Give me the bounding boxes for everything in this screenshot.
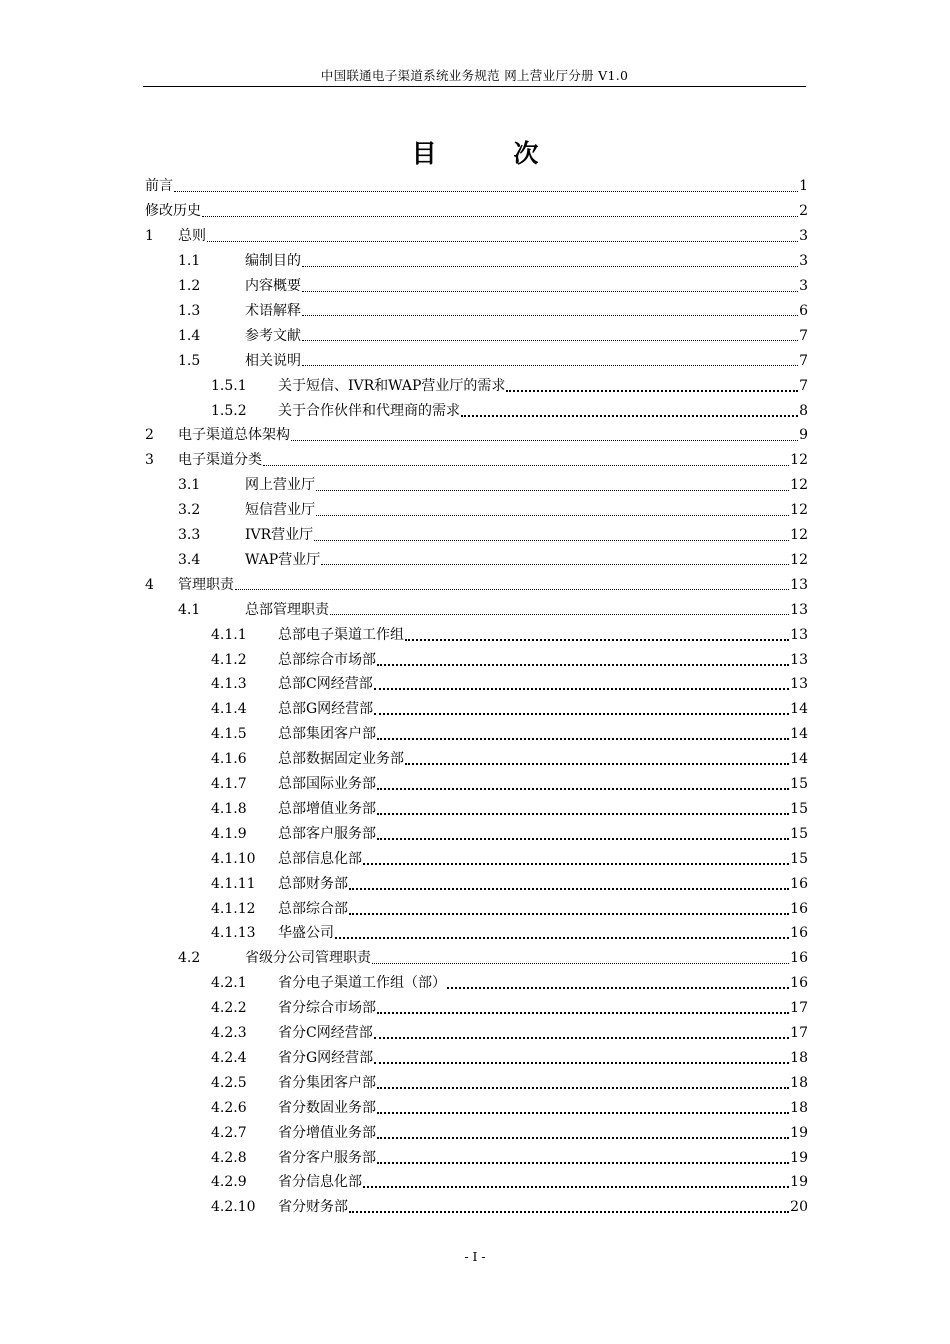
toc-dot-leader [335,937,789,939]
toc-entry[interactable] [145,697,808,722]
toc-entry-page: 14 [790,726,808,743]
toc-entry-number: 4.1.6 [211,751,247,768]
toc-entry[interactable] [145,747,808,772]
toc-entry-number: 4.1.4 [211,701,247,718]
toc-entry[interactable] [145,523,808,548]
toc-entry-title: 总部财务部 [278,875,348,892]
toc-dot-leader [377,1162,789,1164]
toc-entry-title: 省分财务部 [278,1199,348,1216]
toc-entry-number: 4.2.4 [211,1049,247,1066]
toc-entry-page: 15 [790,776,808,793]
toc-entry[interactable] [145,896,808,921]
toc-entry[interactable] [145,572,808,597]
toc-dot-leader [377,738,789,740]
toc-entry-page: 12 [790,502,808,519]
toc-entry-title: 总部国际业务部 [278,776,376,793]
toc-entry[interactable] [145,199,808,224]
toc-dot-leader [302,266,798,267]
toc-entry-number: 1.1 [178,253,201,270]
toc-entry-title: 短信营业厅 [245,502,315,519]
toc-dot-leader [377,1087,789,1089]
toc-entry-page: 12 [790,527,808,544]
toc-entry[interactable] [145,971,808,996]
toc-entry-title: 管理职责 [178,576,234,593]
toc-entry[interactable] [145,1120,808,1145]
toc-entry[interactable] [145,548,808,573]
toc-dot-leader [377,664,789,666]
toc-entry-number: 2 [145,427,154,444]
toc-entry-number: 4.1.7 [211,776,247,793]
toc-entry-page: 20 [790,1199,808,1216]
toc-entry-page: 6 [799,302,808,319]
toc-entry-title: 术语解释 [245,302,301,319]
toc-entry-title: 前言 [145,178,173,195]
toc-entry[interactable] [145,174,808,199]
toc-entry-page: 13 [790,576,808,593]
toc-entry-title: 编制目的 [245,253,301,270]
toc-entry[interactable] [145,622,808,647]
toc-entry-number: 4.2.8 [211,1149,247,1166]
toc-entry-number: 4.2.10 [211,1199,256,1216]
toc-entry-title: 省级分公司管理职责 [245,950,371,967]
header-rule [143,86,806,87]
toc-dot-leader [377,1012,789,1014]
toc-entry-number: 3 [145,452,154,469]
toc-entry-number: 4.1.5 [211,726,247,743]
toc-entry-page: 16 [790,925,808,942]
toc-entry-number: 4.2.2 [211,1000,247,1017]
toc-entry-title: 内容概要 [245,278,301,295]
toc-entry-number: 3.1 [178,477,201,494]
toc-dot-leader [377,838,789,840]
toc-entry-page: 12 [790,551,808,568]
toc-entry-page: 12 [790,452,808,469]
toc-dot-leader [302,315,798,316]
toc-dot-leader [202,216,798,217]
toc-dot-leader [461,415,798,417]
toc-entry-number: 4 [145,576,154,593]
toc-entry-number: 4.1.13 [211,925,256,942]
toc-dot-leader [363,863,789,865]
toc-dot-leader [330,614,789,615]
toc-entry-page: 7 [799,352,808,369]
toc-entry-page: 13 [790,651,808,668]
toc-dot-leader [349,1211,789,1213]
toc-dot-leader [506,390,798,392]
toc-dot-leader [302,291,798,292]
toc-entry-number: 3.4 [178,551,201,568]
toc-entry-title: IVR营业厅 [245,527,314,544]
toc-entry-number: 4.1.11 [211,875,256,892]
toc-entry[interactable] [145,398,808,423]
toc-entry-number: 4.2.1 [211,975,247,992]
toc-entry[interactable] [145,323,808,348]
toc-entry-title: 总部客户服务部 [278,825,376,842]
toc-entry-number: 1.3 [178,302,201,319]
toc-entry-number: 1.5 [178,352,201,369]
toc-entry-title: 电子渠道分类 [178,452,262,469]
toc-entry-number: 3.3 [178,527,201,544]
toc-entry[interactable] [145,672,808,697]
toc-entry-number: 1.5.2 [211,402,247,419]
toc-entry[interactable] [145,921,808,946]
toc-entry-number: 4.1 [178,601,201,618]
toc-dot-leader [207,241,798,242]
toc-entry-title: 总部增值业务部 [278,800,376,817]
toc-entry-page: 18 [790,1074,808,1091]
toc-entry-title: 总部G网经营部 [278,701,374,718]
toc-entry-title: 相关说明 [245,352,301,369]
toc-dot-leader [302,340,798,341]
toc-entry[interactable] [145,647,808,672]
toc-entry-page: 13 [790,676,808,693]
toc-entry-number: 4.1.8 [211,800,247,817]
toc-entry-title: 省分电子渠道工作组（部） [278,975,446,992]
toc-dot-leader [447,987,789,989]
toc-entry-title: 省分综合市场部 [278,1000,376,1017]
toc-entry-page: 15 [790,850,808,867]
toc-dot-leader [174,191,798,192]
toc-entry-title: 修改历史 [145,203,201,220]
toc-entry-title: 省分G网经营部 [278,1049,374,1066]
toc-dot-leader [263,465,789,466]
toc-entry-title: 省分信息化部 [278,1174,362,1191]
toc-entry-number: 4.1.9 [211,825,247,842]
toc-entry-page: 15 [790,825,808,842]
toc-entry-title: 关于短信、IVR和WAP营业厅的需求 [278,377,506,394]
toc-entry-title: 省分客户服务部 [278,1149,376,1166]
toc-entry-number: 4.1.10 [211,850,256,867]
toc-entry-title: 省分集团客户部 [278,1074,376,1091]
toc-dot-leader [405,639,789,641]
toc-entry[interactable] [145,498,808,523]
toc-entry[interactable] [145,1195,808,1220]
toc-entry-number: 3.2 [178,502,201,519]
toc-entry-page: 7 [799,377,808,394]
toc-entry[interactable] [145,1021,808,1046]
toc-entry-number: 4.2.9 [211,1174,247,1191]
toc-entry-page: 9 [799,427,808,444]
toc-entry[interactable] [145,1095,808,1120]
toc-entry-page: 18 [790,1049,808,1066]
toc-entry-number: 1.2 [178,278,201,295]
toc-dot-leader [291,440,798,441]
toc-entry-page: 19 [790,1149,808,1166]
toc-dot-leader [374,1037,789,1039]
toc-entry-title: 关于合作伙伴和代理商的需求 [278,402,460,419]
toc-dot-leader [349,888,789,890]
toc-entry[interactable] [145,821,808,846]
toc-entry-title: 省分C网经营部 [278,1025,373,1042]
running-header: 中国联通电子渠道系统业务规范 网上营业厅分册 V1.0 [320,68,629,83]
toc-entry-title: 省分数固业务部 [278,1099,376,1116]
toc-entry[interactable] [145,996,808,1021]
toc-entry-number: 4.2 [178,950,201,967]
toc-dot-leader [377,1112,789,1114]
toc-entry-title: WAP营业厅 [245,551,321,568]
toc-entry[interactable] [145,846,808,871]
toc-dot-leader [316,490,789,491]
page-number: - I - [464,1249,486,1264]
toc-entry-number: 4.1.1 [211,626,247,643]
toc-entry-number: 4.1.12 [211,900,256,917]
toc-entry-title: 总部电子渠道工作组 [278,626,404,643]
toc-entry[interactable] [145,722,808,747]
toc-entry[interactable] [145,597,808,622]
toc-entry[interactable] [145,871,808,896]
toc-entry-title: 省分增值业务部 [278,1124,376,1141]
toc-entry-page: 19 [790,1124,808,1141]
toc-entry-page: 16 [790,950,808,967]
toc-entry-title: 总则 [178,228,206,245]
toc-entry[interactable] [145,423,808,448]
toc-dot-leader [235,589,789,590]
toc-entry[interactable] [145,274,808,299]
toc-entry-number: 4.2.6 [211,1099,247,1116]
toc-entry-page: 3 [799,228,808,245]
toc-entry-page: 14 [790,701,808,718]
toc-entry-number: 1.4 [178,327,201,344]
toc-entry[interactable] [145,448,808,473]
toc-entry-page: 13 [790,601,808,618]
toc-entry[interactable] [145,772,808,797]
toc-entry-number: 4.1.3 [211,676,247,693]
toc-dot-leader [372,963,789,964]
toc-entry-page: 18 [790,1099,808,1116]
toc-dot-leader [377,788,789,790]
toc-dot-leader [405,763,789,765]
toc-entry-page: 13 [790,626,808,643]
toc-entry-page: 7 [799,327,808,344]
toc-entry-page: 17 [790,1025,808,1042]
toc-entry-title: 总部综合部 [278,900,348,917]
toc-entry[interactable] [145,1145,808,1170]
toc-entry-page: 8 [799,402,808,419]
toc-entry-page: 3 [799,253,808,270]
toc-entry-title: 总部综合市场部 [278,651,376,668]
toc-entry[interactable] [145,1170,808,1195]
toc-entry-number: 1 [145,228,154,245]
toc-entry[interactable] [145,373,808,398]
toc-dot-leader [321,564,789,565]
toc-entry[interactable] [145,348,808,373]
toc-entry-title: 华盛公司 [278,925,334,942]
toc-dot-leader [349,913,789,915]
toc-entry-page: 17 [790,1000,808,1017]
toc-entry[interactable] [145,473,808,498]
toc-entry[interactable] [145,946,808,971]
toc-entry-title: 总部C网经营部 [278,676,373,693]
toc-entry-number: 4.2.3 [211,1025,247,1042]
toc-entry-page: 12 [790,477,808,494]
toc-dot-leader [363,1186,789,1188]
toc-entry[interactable] [145,224,808,249]
toc-entry[interactable] [145,1046,808,1071]
toc-dot-leader [302,365,798,366]
toc-dot-leader [377,813,789,815]
toc-dot-leader [316,515,789,516]
toc-entry-page: 16 [790,900,808,917]
toc-entry-title: 总部集团客户部 [278,726,376,743]
toc-entry-page: 15 [790,800,808,817]
toc-entry-number: 1.5.1 [211,377,247,394]
toc-dot-leader [374,688,789,690]
toc-entry[interactable] [145,249,808,274]
toc-entry-page: 16 [790,875,808,892]
toc-dot-leader [314,540,789,541]
toc-entry[interactable] [145,299,808,324]
toc-entry-title: 总部信息化部 [278,850,362,867]
toc-entry-title: 总部管理职责 [245,601,329,618]
page-title: 目 次 [411,139,573,168]
toc-entry-page: 2 [799,203,808,220]
toc-entry-title: 电子渠道总体架构 [178,427,290,444]
toc-dot-leader [374,1062,789,1064]
toc-entry-title: 网上营业厅 [245,477,315,494]
toc-dot-leader [374,713,789,715]
toc-entry-page: 3 [799,278,808,295]
toc-entry-page: 19 [790,1174,808,1191]
toc-entry-number: 4.2.7 [211,1124,247,1141]
toc-entry-title: 总部数据固定业务部 [278,751,404,768]
toc-entry-page: 14 [790,751,808,768]
toc-entry-page: 16 [790,975,808,992]
toc-entry[interactable] [145,797,808,822]
toc-entry[interactable] [145,1070,808,1095]
toc-entry-page: 1 [799,178,808,195]
toc-dot-leader [377,1137,789,1139]
toc-entry-title: 参考文献 [245,327,301,344]
toc-entry-number: 4.2.5 [211,1074,247,1091]
toc-entry-number: 4.1.2 [211,651,247,668]
